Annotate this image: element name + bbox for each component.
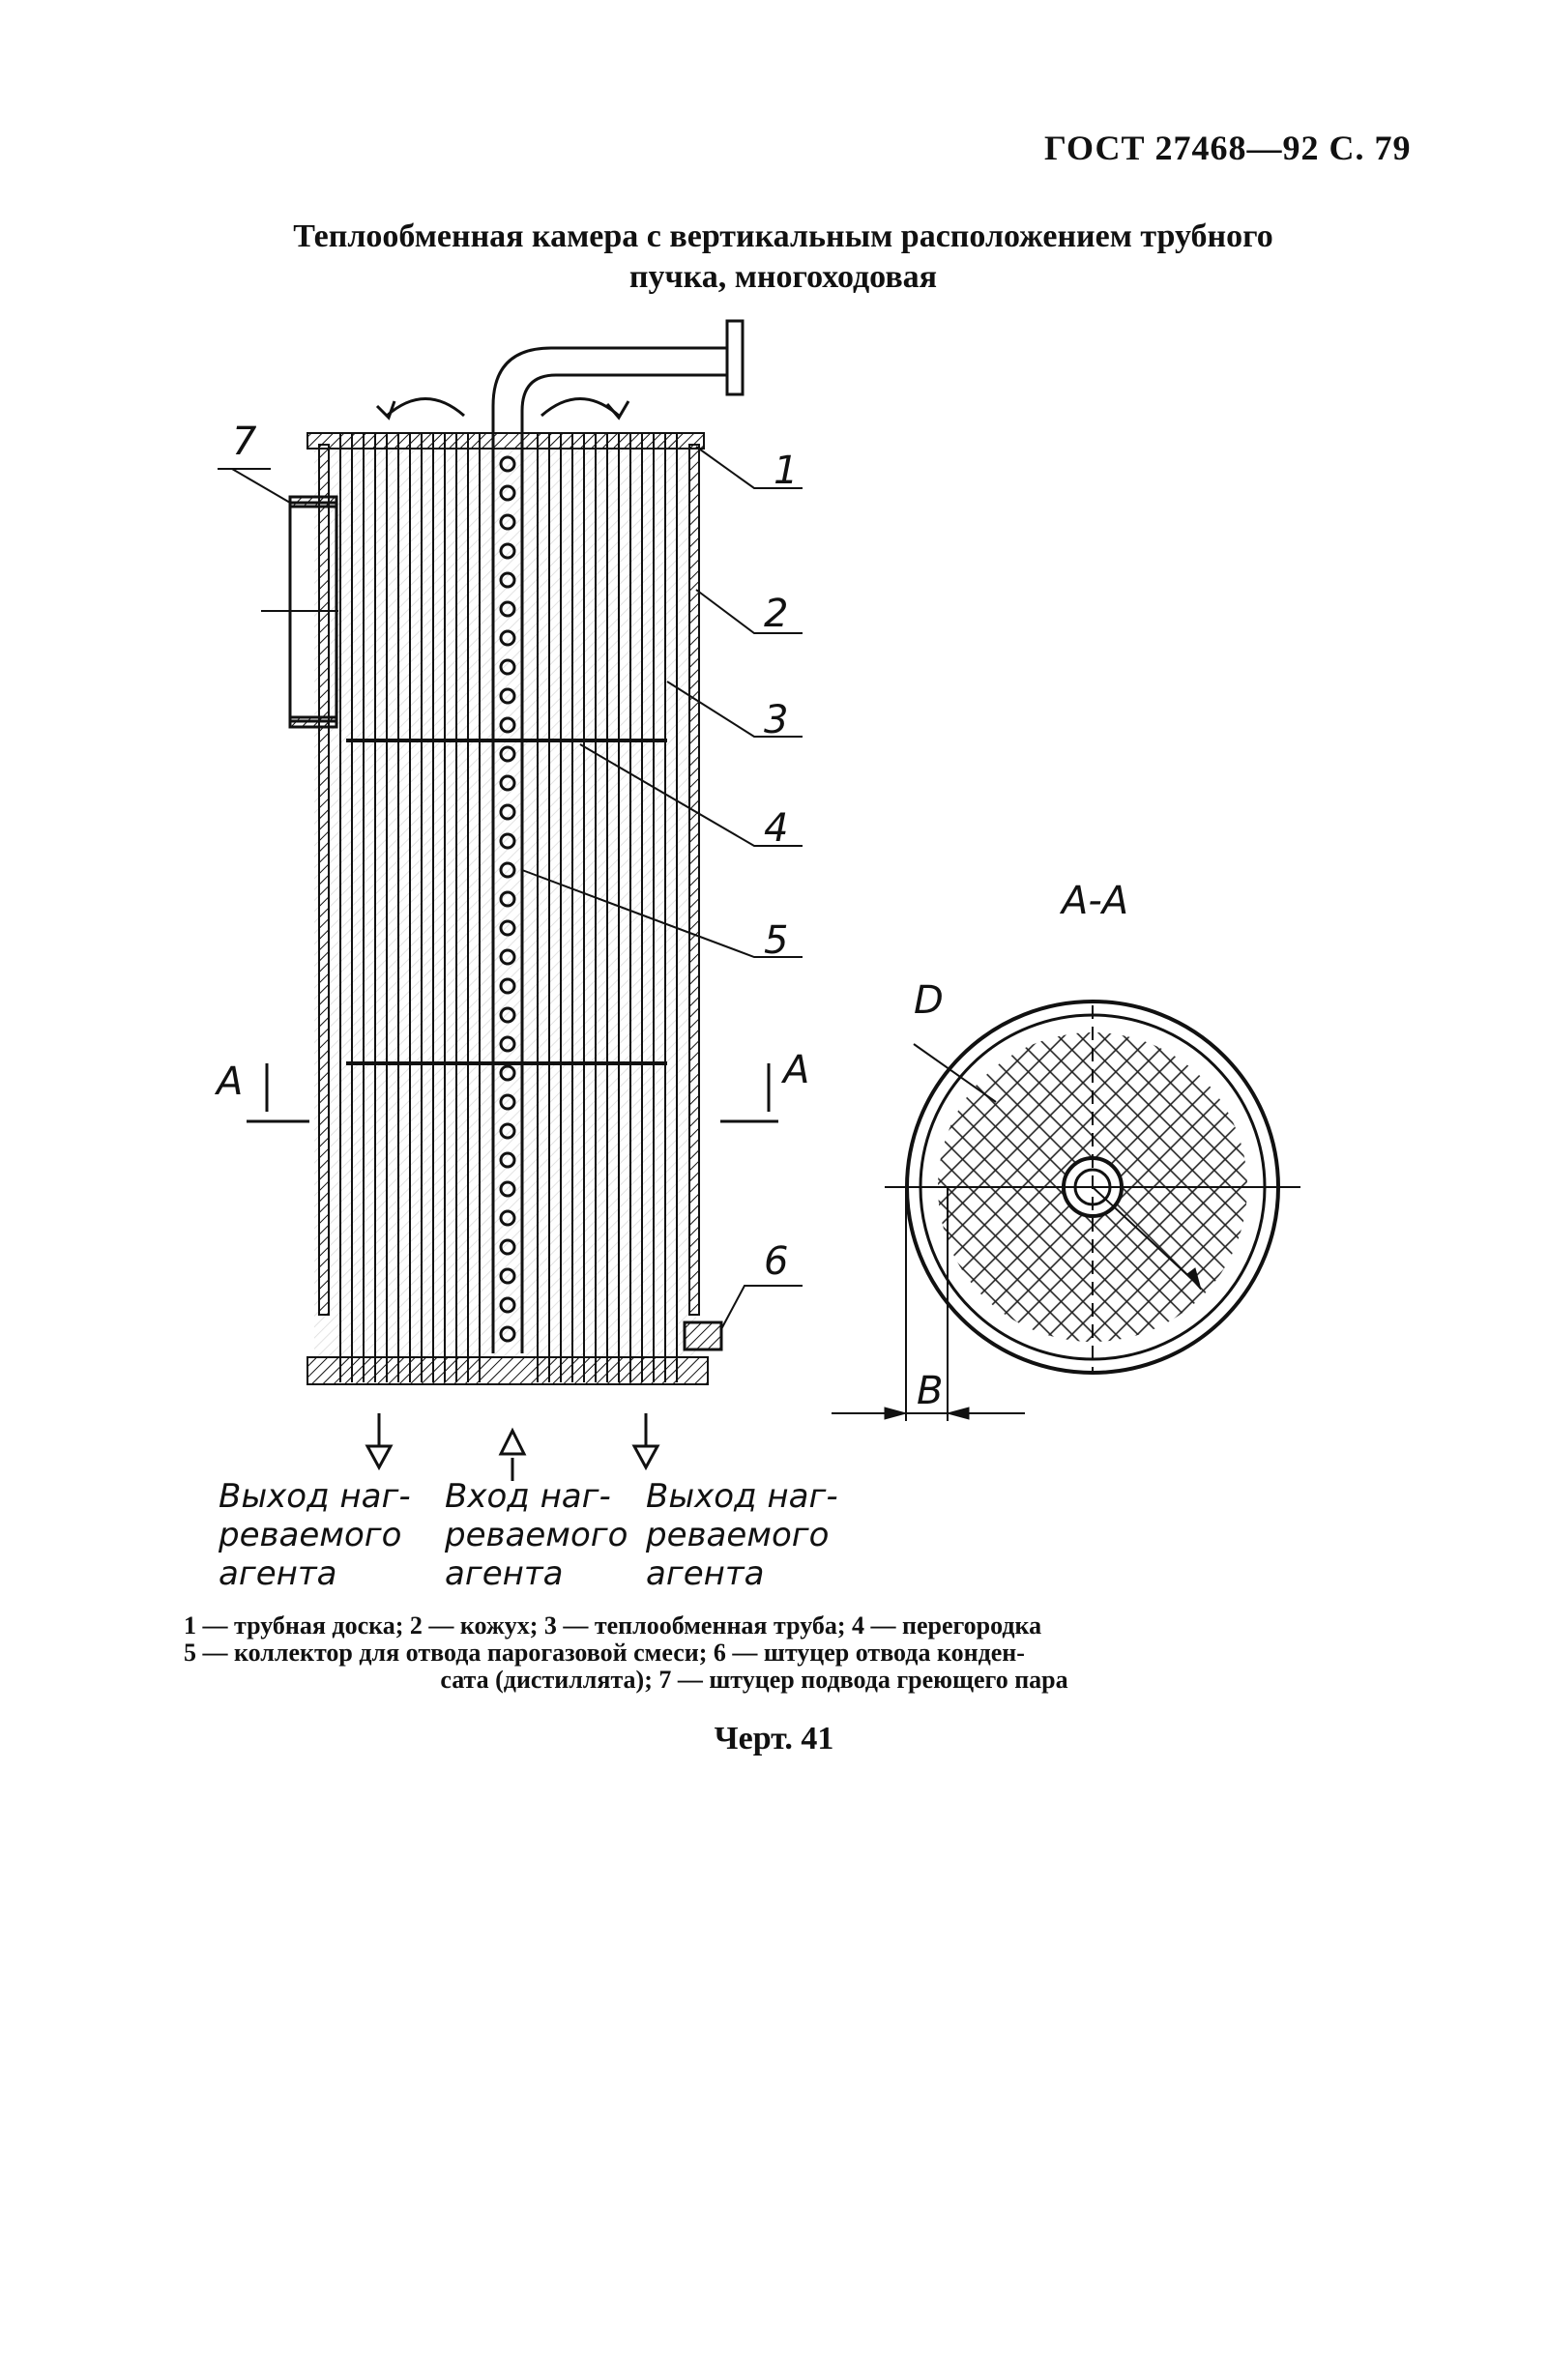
diameter-label: D: [914, 978, 944, 1023]
figure-title-line2: пучка, многоходовая: [628, 259, 938, 295]
flow-arrows-bottom: [367, 1413, 657, 1481]
dimension-b-label: B: [917, 1369, 944, 1413]
flow-caption-left: [219, 1477, 411, 1593]
flow-caption-center-line2: ревaемого: [445, 1516, 628, 1554]
section-label-right: A: [783, 1048, 810, 1092]
legend-line1: 1 — трубная доска; 2 — кожух; 3 — теплообменная труба; 4 — перегородка: [184, 1611, 1042, 1640]
condensate-nozzle: [685, 1322, 721, 1350]
legend-line3: сата (дистиллята); 7 — штуцер подвода греющего пара: [440, 1666, 1068, 1694]
flow-caption-right-line1: Выход наг-: [646, 1477, 838, 1516]
tube-sheet-top: [307, 433, 704, 449]
callout-4: 4: [764, 806, 789, 851]
callout-7: 7: [232, 420, 257, 464]
section-marker-left: [247, 1063, 309, 1121]
flow-caption-center-line1: Вход наг-: [445, 1477, 611, 1516]
flow-caption-left-line2: ревaемого: [219, 1516, 402, 1554]
figure-legend: [184, 1612, 1325, 1694]
flow-caption-left-line1: Выход наг-: [219, 1477, 411, 1516]
callout-5: 5: [764, 918, 789, 963]
flow-caption-center: [445, 1477, 628, 1593]
figure-title-line1: Теплообменная камера с вертикальным расположением трубного: [293, 218, 1273, 254]
callout-6: 6: [764, 1239, 789, 1284]
flow-caption-center-line3: агента: [445, 1554, 564, 1593]
section-view: [832, 1001, 1300, 1421]
section-label-left: A: [217, 1059, 244, 1104]
flow-arrows-top: [377, 399, 628, 419]
figure-number: Черт. 41: [714, 1721, 834, 1756]
section-marker-right: [720, 1063, 778, 1121]
callout-2: 2: [764, 592, 789, 636]
flow-caption-left-line3: агента: [219, 1554, 337, 1593]
flow-caption-right: [646, 1477, 838, 1593]
callout-1: 1: [774, 449, 799, 493]
flow-caption-right-line2: ревaемого: [646, 1516, 830, 1554]
callout-3: 3: [764, 698, 789, 742]
section-view-label: А-А: [1062, 879, 1129, 923]
page-header: ГОСТ 27468—92 С. 79: [1044, 129, 1412, 167]
legend-line2: 5 — коллектор для отвода парогазовой смеси; 6 — штуцер отвода конден-: [184, 1639, 1025, 1667]
tube-sheet-bottom: [307, 1357, 708, 1384]
flow-caption-right-line3: агента: [646, 1554, 765, 1593]
